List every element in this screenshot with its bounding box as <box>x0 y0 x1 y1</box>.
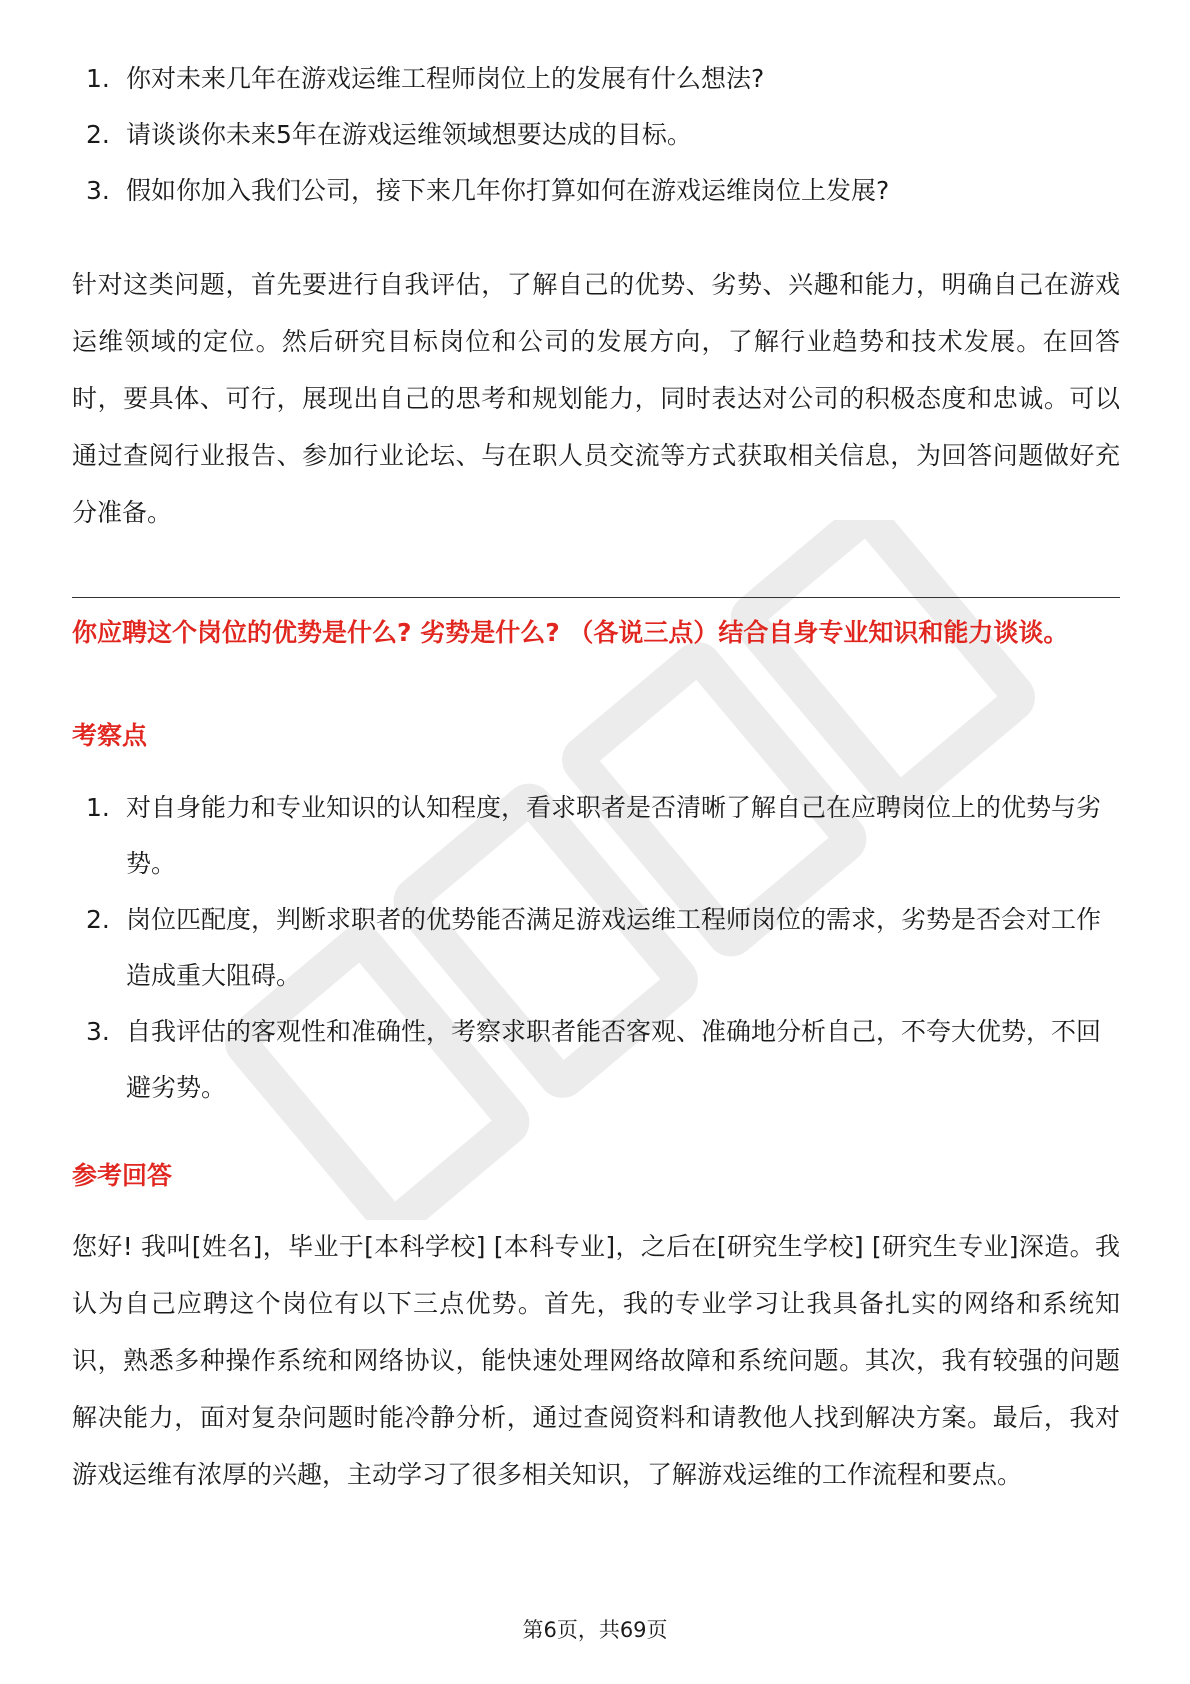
inspection-list <box>72 780 1120 1116</box>
list-number: 3. <box>86 1017 110 1046</box>
page-footer: 第6页，共69页 <box>522 1618 668 1642</box>
list-text: 岗位匹配度，判断求职者的优势能否满足游戏运维工程师岗位的需求，劣势是否会对工作造成重大阻碍。 <box>126 905 1102 990</box>
list-item <box>72 892 1120 1004</box>
list-number: 3. <box>86 176 110 205</box>
list-item <box>72 163 1120 219</box>
question-heading: 你应聘这个岗位的优势是什么? 劣势是什么? （各说三点）结合自身专业知识和能力谈谈。 <box>72 618 1069 647</box>
list-item <box>72 107 1120 163</box>
answer-paragraph: 您好! 我叫[姓名]，毕业于[本科学校] [本科专业]，之后在[研究生学校] [研究生专业]深造。我认为自己应聘这个岗位有以下三点优势。首先，我的专业学习让我具备扎实的网络和系统知识，熟悉多种操作系统和网络协议，能快速处理网络故障和系统问题。其次，我有较强的问题解决能力，面对复杂问题时能冷静分析，通过查阅资料和请教他人找到解决方案。最后，我对游戏运维有浓厚的兴趣，主动学习了很多相关知识，了解游戏运维的工作流程和要点。 <box>72 1232 1120 1489</box>
list-text: 假如你加入我们公司，接下来几年你打算如何在游戏运维岗位上发展? <box>126 176 890 205</box>
list-item <box>72 780 1120 892</box>
intro-paragraph: 针对这类问题，首先要进行自我评估，了解自己的优势、劣势、兴趣和能力，明确自己在游戏运维领域的定位。然后研究目标岗位和公司的发展方向，了解行业趋势和技术发展。在回答时，要具体、可行，展现出自己的思考和规划能力，同时表达对公司的积极态度和忠诚。可以通过查阅行业报告、参加行业论坛、与在职人员交流等方式获取相关信息，为回答问题做好充分准备。 <box>72 270 1120 527</box>
list-text: 自我评估的客观性和准确性，考察求职者能否客观、准确地分析自己，不夸大优势，不回避劣势。 <box>126 1017 1102 1102</box>
list-text: 你对未来几年在游戏运维工程师岗位上的发展有什么想法? <box>126 64 765 93</box>
list-number: 1. <box>86 64 110 93</box>
section-divider <box>72 597 1120 598</box>
list-number: 2. <box>86 905 110 934</box>
inspection-heading: 考察点 <box>72 721 148 750</box>
list-number: 2. <box>86 120 110 149</box>
list-item <box>72 51 1120 107</box>
list-text: 对自身能力和专业知识的认知程度，看求职者是否清晰了解自己在应聘岗位上的优势与劣势。 <box>126 793 1102 878</box>
list-item <box>72 1004 1120 1116</box>
list-text: 请谈谈你未来5年在游戏运维领域想要达成的目标。 <box>126 120 692 149</box>
top-question-list <box>72 51 1120 219</box>
list-number: 1. <box>86 793 110 822</box>
answer-heading: 参考回答 <box>72 1161 173 1190</box>
